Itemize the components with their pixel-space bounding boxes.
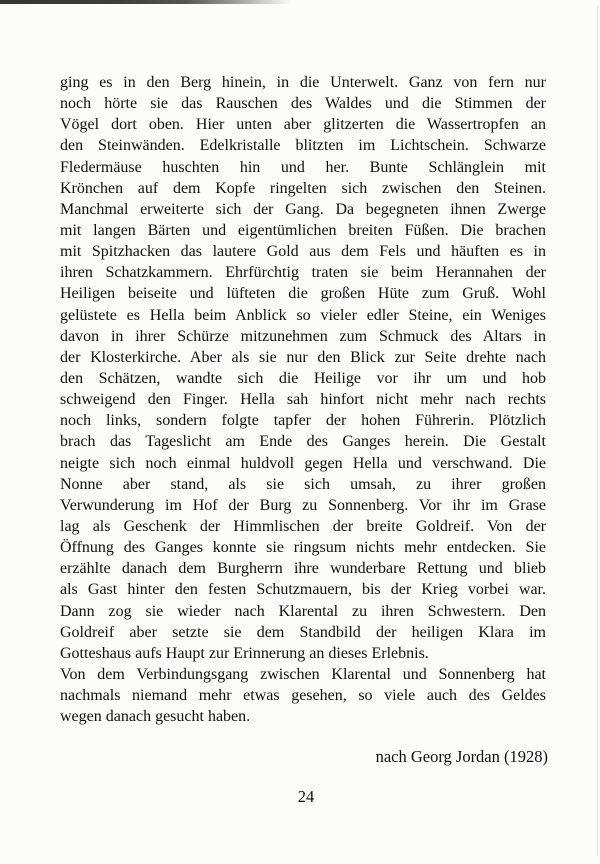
text-line: neigte sich noch einmal huldvoll gegen Hella und verschwand. Die bbox=[60, 454, 546, 472]
text-line: ging es in den Berg hinein, in die Unterwelt. Ganz von fern nur bbox=[60, 74, 546, 91]
source-attribution: nach Georg Jordan (1928) bbox=[375, 747, 548, 766]
text-line: Verwunderung im Hof der Burg zu Sonnenberg. Vor ihr im Grase bbox=[60, 496, 546, 514]
text-line: Manchmal erweiterte sich der Gang. Da begegneten ihnen Zwerge bbox=[60, 200, 546, 218]
scan-edge-top-artifact bbox=[0, 0, 300, 4]
text-line: noch links, sondern folgte tapfer der hohen Führerin. Plötzlich bbox=[60, 412, 546, 430]
text-line: ihren Schatzkammern. Ehrfürchtig traten sie beim Herannahen der bbox=[60, 264, 546, 282]
text-line: noch hörte sie das Rauschen des Waldes und die Stimmen der bbox=[60, 95, 546, 113]
text-line: Dann zog sie wieder nach Klarental zu ihren Schwestern. Den bbox=[60, 602, 546, 620]
text-line: Krönchen auf dem Kopfe ringelten sich zwischen den Steinen. bbox=[60, 179, 546, 197]
text-line: mit langen Bärten und eigentümlichen breiten Füßen. Die brachen bbox=[60, 221, 546, 239]
text-line: lag als Geschenk der Himmlischen der breite Goldreif. Von der bbox=[60, 517, 546, 535]
text-line: schweigend den Finger. Hella sah hinfort nicht mehr nach rechts bbox=[60, 391, 546, 409]
text-line: gelüstete es Hella beim Anblick so vieler edler Steine, ein Weniges bbox=[60, 306, 546, 324]
text-line: als Gast hinter den festen Schutzmauern, bis der Krieg vorbei war. bbox=[60, 581, 546, 599]
text-line: Fledermäuse huschten hin und her. Bunte Schlänglein mit bbox=[60, 158, 546, 176]
text-line: davon in ihrer Schürze mitzunehmen zum Schmuck des Altars in bbox=[60, 327, 546, 345]
text-line: mit Spitzhacken das lautere Gold aus dem Fels und häuften es in bbox=[60, 243, 546, 261]
text-line: wegen danach gesucht haben. bbox=[60, 708, 251, 726]
text-line: nachmals niemand mehr etwas gesehen, so viele auch des Geldes bbox=[60, 687, 546, 705]
page-number: 24 bbox=[297, 787, 315, 806]
scan-edge-right-artifact bbox=[597, 6, 598, 856]
text-line: den Schätzen, wandte sich die Heilige vor ihr um und hob bbox=[60, 369, 546, 387]
text-line: Heiligen beiseite und lüfteten die großen Hüte zum Gruß. Wohl bbox=[60, 285, 546, 303]
text-line: der Klosterkirche. Aber als sie nur den Blick zur Seite drehte nach bbox=[60, 348, 546, 366]
text-line: Gotteshaus aufs Haupt zur Erinnerung an dieses Erlebnis. bbox=[60, 644, 429, 662]
text-line: Goldreif aber setzte sie dem Standbild der heiligen Klara im bbox=[60, 623, 546, 641]
text-line: den Steinwänden. Edelkristalle blitzten im Lichtschein. Schwarze bbox=[60, 137, 546, 155]
text-line: erzählte danach dem Burgherrn ihre wunderbare Rettung und blieb bbox=[60, 560, 546, 578]
text-line: Vögel dort oben. Hier unten aber glitzerten die Wassertropfen an bbox=[60, 116, 546, 134]
text-line: Nonne aber stand, als sie sich umsah, zu ihrer großen bbox=[60, 475, 546, 493]
text-line: brach das Tageslicht am Ende des Ganges herein. Die Gestalt bbox=[60, 433, 546, 451]
text-line: Öffnung des Ganges konnte sie ringsum nichts mehr entdecken. Sie bbox=[60, 539, 546, 557]
text-line: Von dem Verbindungsgang zwischen Klarental und Sonnenberg hat bbox=[60, 665, 546, 683]
story-text-block bbox=[60, 72, 546, 727]
